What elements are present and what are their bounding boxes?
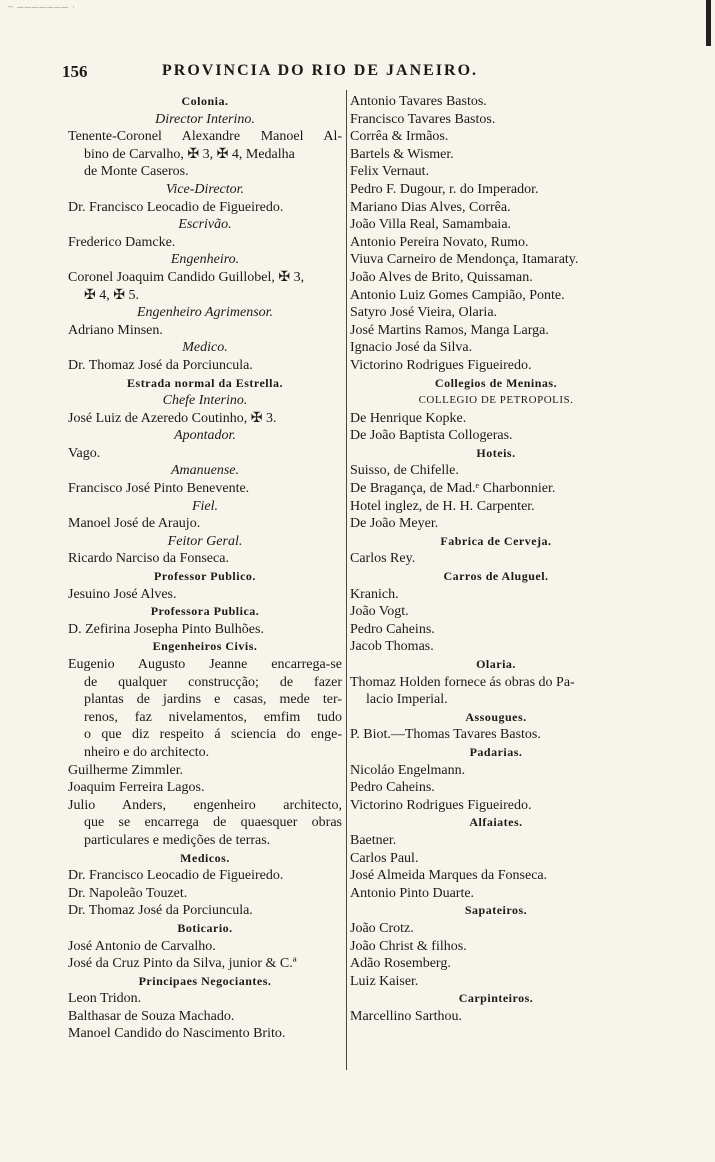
section-heading: Sapateiros.	[464, 903, 528, 918]
entry-line: Francisco José Pinto Benevente.	[68, 481, 250, 497]
entry-line: Victorino Rodrigues Figueiredo.	[350, 357, 532, 373]
entry-line: Julio Anders, engenheiro architecto,	[68, 797, 342, 813]
entry-line: Marcellino Sarthou.	[350, 1008, 462, 1024]
entry-line: Tenente-Coronel Alexandre Manoel Al-	[68, 129, 342, 145]
entry-line: Suisso, de Chifelle.	[350, 463, 459, 479]
entry-line: Luiz Kaiser.	[350, 973, 419, 989]
section-heading: Assougues.	[465, 709, 527, 724]
role-heading: Escrivão.	[178, 217, 232, 233]
entry-line: de Monte Caseros.	[84, 164, 189, 180]
entry-line: José Almeida Marques da Fonseca.	[350, 868, 548, 884]
entry-line: Satyro José Vieira, Olaria.	[350, 305, 498, 321]
entry-line: Pedro Caheins.	[350, 621, 435, 637]
entry-line: Adão Rosemberg.	[350, 956, 451, 972]
entry-line: João Villa Real, Samambaia.	[350, 217, 512, 233]
section-heading: Hoteis.	[476, 445, 516, 460]
role-heading: Amanuense.	[170, 463, 240, 479]
section-heading: Carros de Aluguel.	[443, 569, 549, 584]
entry-line: Eugenio Augusto Jeanne encarrega-se	[68, 657, 342, 672]
entry-line: Baetner.	[350, 832, 397, 848]
entry-line: Pedro F. Dugour, r. do Imperador.	[350, 181, 539, 197]
entry-line: Coronel Joaquim Candido Guillobel, ✠ 3,	[68, 269, 305, 285]
entry-line: Balthasar de Souza Machado.	[68, 1008, 235, 1024]
entry-line: Carlos Rey.	[350, 551, 416, 567]
section-heading: Collegios de Meninas.	[434, 375, 558, 390]
entry-line: bino de Carvalho, ✠ 3, ✠ 4, Medalha	[84, 146, 295, 162]
section-heading: Fabrica de Cerveja.	[440, 533, 552, 548]
entry-line: D. Zefirina Josepha Pinto Bulhões.	[68, 621, 264, 637]
subsection-heading: COLLEGIO DE PETROPOLIS.	[418, 394, 574, 407]
entry-line: Pedro Caheins.	[350, 780, 435, 796]
section-heading: Professora Publica.	[150, 604, 260, 619]
entry-line: Dr. Thomaz José da Porciuncula.	[68, 903, 253, 919]
role-heading: Apontador.	[174, 428, 236, 444]
scan-artifact-text: ~ ─────── ·	[8, 2, 77, 12]
entry-line: Viuva Carneiro de Mendonça, Itamaraty.	[350, 252, 579, 268]
entry-line: Joaquim Ferreira Lagos.	[68, 780, 205, 796]
entry-line: Nicoláo Engelmann.	[350, 762, 466, 778]
entry-line: Jesuino José Alves.	[68, 586, 177, 602]
entry-line: Carlos Paul.	[350, 850, 419, 866]
section-heading: Engenheiros Civis.	[152, 639, 258, 654]
entry-line: Kranich.	[350, 586, 399, 602]
section-heading: Estrada normal da Estrella.	[127, 375, 283, 390]
section-heading: Boticario.	[177, 920, 233, 935]
entry-line: De Henrique Kopke.	[350, 410, 467, 426]
entry-line: ✠ 4, ✠ 5.	[84, 287, 139, 303]
entry-line: João Alves de Brito, Quissaman.	[350, 269, 533, 285]
role-heading: Feitor Geral.	[167, 533, 243, 549]
entry-line: Bartels & Wismer.	[350, 146, 454, 162]
section-heading: Padarias.	[469, 744, 523, 759]
entry-line: que se encarrega de quaesquer obras	[84, 815, 342, 831]
entry-line: De João Meyer.	[350, 516, 439, 532]
page-header	[62, 62, 532, 86]
entry-line: Victorino Rodrigues Figueiredo.	[350, 797, 532, 813]
entry-line: Frederico Damcke.	[68, 234, 176, 250]
entry-line: José Antonio de Carvalho.	[68, 938, 216, 954]
section-heading: Carpinteiros.	[458, 991, 534, 1006]
entry-line: P. Biot.—Thomas Tavares Bastos.	[350, 727, 541, 743]
entry-line: José Luiz de Azeredo Coutinho, ✠ 3.	[68, 410, 277, 426]
entry-line: particulares e medições de terras.	[84, 832, 271, 848]
column-divider	[346, 90, 347, 1070]
entry-line: Francisco Tavares Bastos.	[350, 111, 496, 127]
entry-line: José da Cruz Pinto da Silva, junior & C.ª	[68, 956, 297, 972]
page-title: PROVINCIA DO RIO DE JANEIRO.	[162, 62, 479, 79]
section-heading: Colonia.	[181, 94, 229, 108]
entry-line: plantas de jardins e casas, mede ter-	[84, 692, 342, 708]
role-heading: Engenheiro Agrimensor.	[136, 305, 274, 321]
entry-line: nheiro e do architecto.	[84, 744, 210, 760]
role-heading: Vice-Director.	[165, 181, 245, 197]
entry-line: Vago.	[68, 445, 101, 461]
entry-line: Adriano Minsen.	[68, 322, 163, 338]
entry-line: Leon Tridon.	[68, 991, 142, 1007]
scan-edge-mark	[706, 0, 711, 46]
entry-line: De Bragança, de Mad.ᵉ Charbonnier.	[350, 481, 556, 497]
entry-line: Dr. Francisco Leocadio de Figueiredo.	[68, 868, 284, 884]
role-heading: Fiel.	[191, 498, 219, 514]
entry-line: lacio Imperial.	[366, 692, 448, 708]
entry-line: Antonio Pereira Novato, Rumo.	[350, 234, 529, 250]
left-column	[68, 93, 342, 1043]
entry-line: Ricardo Narciso da Fonseca.	[68, 551, 229, 567]
section-heading: Principaes Negociantes.	[138, 973, 272, 988]
entry-line: renos, faz nivelamentos, emfim tudo	[84, 709, 342, 725]
section-heading: Alfaiates.	[469, 815, 523, 830]
role-heading: Medico.	[182, 340, 228, 356]
entry-line: Ignacio José da Silva.	[350, 340, 473, 356]
entry-line: Hotel inglez, de H. H. Carpenter.	[350, 498, 535, 514]
entry-line: Manoel Candido do Nascimento Brito.	[68, 1026, 286, 1042]
entry-line: De João Baptista Collogeras.	[350, 428, 513, 444]
entry-line: Dr. Francisco Leocadio de Figueiredo.	[68, 199, 284, 215]
entry-line: João Vogt.	[350, 604, 409, 620]
role-heading: Chefe Interino.	[162, 393, 248, 409]
section-heading: Olaria.	[476, 657, 516, 671]
entry-line: Antonio Tavares Bastos.	[350, 94, 487, 109]
entry-line: Felix Vernaut.	[350, 164, 430, 180]
entry-line: José Martins Ramos, Manga Larga.	[350, 322, 549, 338]
section-heading: Medicos.	[180, 850, 230, 865]
role-heading: Engenheiro.	[170, 252, 240, 268]
entry-line: o que diz respeito á sciencia do enge-	[84, 727, 342, 743]
right-column	[350, 93, 642, 1025]
entry-line: Mariano Dias Alves, Corrêa.	[350, 199, 511, 215]
entry-line: Corrêa & Irmãos.	[350, 129, 449, 145]
entry-line: Dr. Thomaz José da Porciuncula.	[68, 357, 253, 373]
entry-line: João Christ & filhos.	[350, 938, 467, 954]
entry-line: Manoel José de Araujo.	[68, 516, 201, 532]
page-number: 156	[62, 62, 88, 81]
role-heading: Director Interino.	[155, 111, 255, 127]
entry-line: Antonio Pinto Duarte.	[350, 885, 475, 901]
entry-line: Antonio Luiz Gomes Campião, Ponte.	[350, 287, 565, 303]
entry-line: Thomaz Holden fornece ás obras do Pa-	[350, 674, 575, 690]
section-heading: Professor Publico.	[154, 569, 256, 584]
entry-line: Dr. Napoleão Touzet.	[68, 885, 188, 901]
entry-line: Guilherme Zimmler.	[68, 762, 184, 778]
entry-line: de qualquer construcção; de fazer	[84, 674, 342, 690]
entry-line: João Crotz.	[350, 920, 414, 936]
entry-line: Jacob Thomas.	[350, 639, 434, 655]
